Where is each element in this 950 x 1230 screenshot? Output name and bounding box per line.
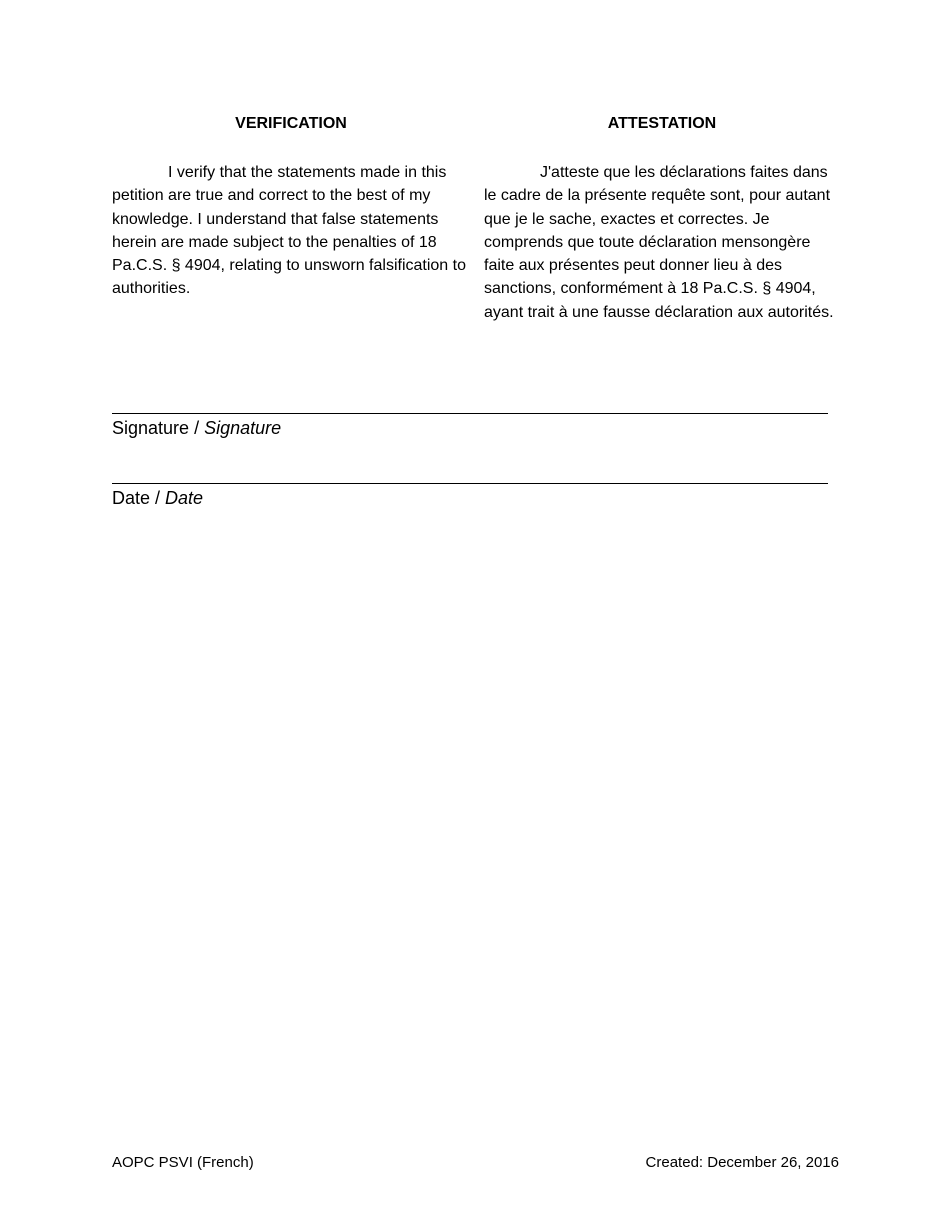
signature-label-separator: /: [189, 418, 205, 438]
attestation-section: [484, 114, 840, 324]
date-label-en: Date: [112, 488, 151, 508]
signature-label: [112, 417, 828, 439]
verification-text: I verify that the statements made in this petition are true and correct to the best of my knowledge. I understand that false statements herein are made subject to the penalties of 18 Pa.C.S. § 4904, relating to unsworn falsification to authorities.: [112, 164, 466, 298]
attestation-title: ATTESTATION: [607, 115, 717, 132]
date-line[interactable]: [112, 483, 828, 484]
signature-label-en: Signature: [112, 418, 190, 438]
signature-block: [112, 396, 828, 439]
date-label: [112, 487, 828, 509]
date-label-fr: Date: [165, 488, 204, 508]
attestation-text: J'atteste que les déclarations faites dans le cadre de la présente requête sont, pour autant que je le sache, exactes et correctes. Je comprends que toute déclaration mensongère faite aux présentes peut donner lieu à des sanctions, conformément à 18 Pa.C.S. § 4904, ayant trait à une fausse déclaration aux autorités.: [484, 164, 834, 321]
verification-title: VERIFICATION: [235, 115, 347, 132]
date-label-separator: /: [150, 488, 166, 508]
footer-form-id: AOPC PSVI (French): [112, 1154, 254, 1171]
verification-section: [112, 114, 470, 301]
signature-label-fr: Signature: [204, 418, 282, 438]
footer-created-date: Created: December 26, 2016: [645, 1154, 839, 1171]
date-block: [112, 466, 828, 509]
signature-line[interactable]: [112, 413, 828, 414]
